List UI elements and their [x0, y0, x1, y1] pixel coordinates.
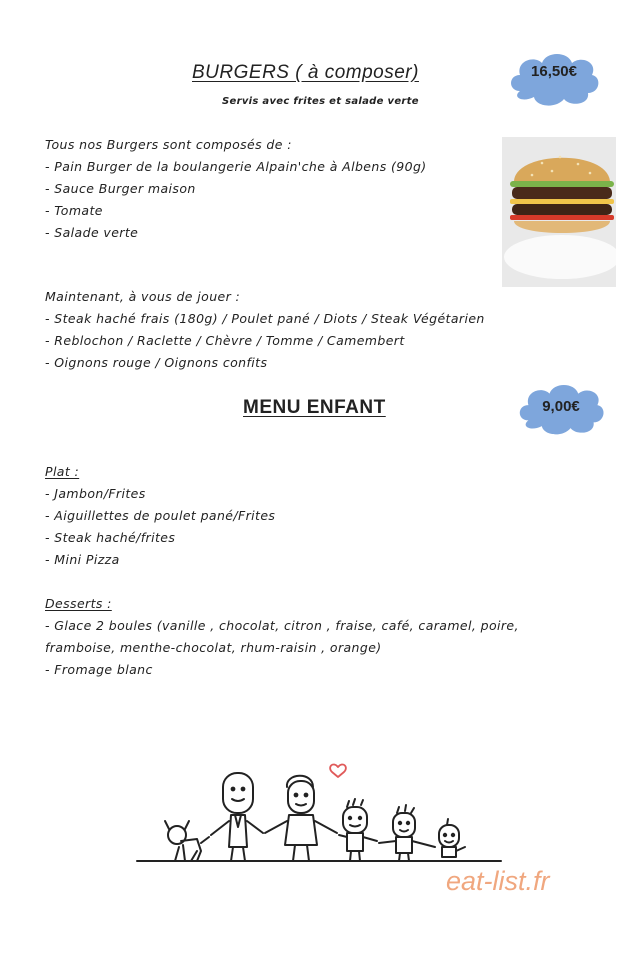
- choice-intro: Maintenant, à vous de jouer :: [45, 289, 241, 304]
- plat-item: - Aiguillettes de poulet pané/Frites: [45, 508, 276, 523]
- burgers-title: BURGERS ( à composer): [192, 62, 419, 83]
- plat-heading: Plat :: [45, 464, 80, 479]
- burger-item: - Pain Burger de la boulangerie Alpain'che à Albens (90g): [45, 159, 427, 174]
- kids-menu-title: MENU ENFANT: [243, 397, 386, 418]
- burger-price: 16,50€: [531, 63, 577, 80]
- dessert-item: framboise, menthe-chocolat, rhum-raisin , orange): [45, 640, 382, 655]
- dessert-item: - Glace 2 boules (vanille , chocolat, citron , fraise, café, caramel, poire,: [45, 618, 519, 633]
- plat-item: - Steak haché/frites: [45, 530, 176, 545]
- burger-item: - Salade verte: [45, 225, 139, 240]
- burger-item: - Sauce Burger maison: [45, 181, 196, 196]
- dessert-item: - Fromage blanc: [45, 662, 153, 677]
- kids-price: 9,00€: [542, 398, 580, 415]
- plat-item: - Mini Pizza: [45, 552, 120, 567]
- burger-intro: Tous nos Burgers sont composés de :: [45, 137, 292, 152]
- family-doodle-illustration: [135, 755, 505, 867]
- choice-item: - Steak haché frais (180g) / Poulet pané / Diots / Steak Végétarien: [45, 311, 485, 326]
- burger-item: - Tomate: [45, 203, 103, 218]
- burger-photo: [502, 137, 616, 287]
- watermark-eat-list: eat-list.fr: [446, 866, 550, 896]
- choice-item: - Reblochon / Raclette / Chèvre / Tomme / Camembert: [45, 333, 405, 348]
- plat-item: - Jambon/Frites: [45, 486, 146, 501]
- choice-item: - Oignons rouge / Oignons confits: [45, 355, 268, 370]
- burgers-subtitle: Servis avec frites et salade verte: [222, 96, 419, 107]
- desserts-heading: Desserts :: [45, 596, 112, 611]
